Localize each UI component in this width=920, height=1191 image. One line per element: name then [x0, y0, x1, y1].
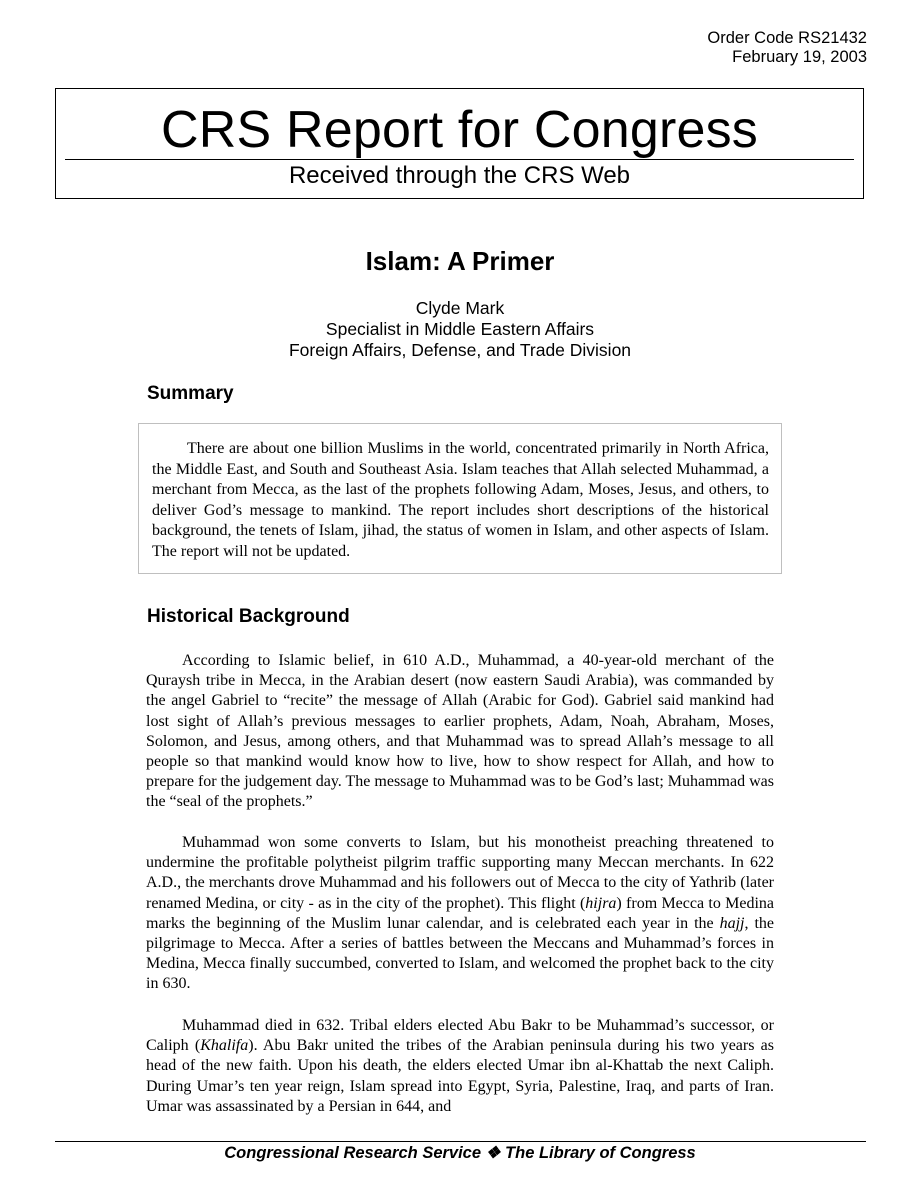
- page-footer: [0, 1142, 920, 1164]
- footer-loc: The Library of Congress: [505, 1144, 696, 1162]
- crs-banner: [55, 88, 864, 199]
- author-title: Specialist in Middle Eastern Affairs: [325, 319, 595, 339]
- order-code: Order Code RS21432: [707, 29, 867, 47]
- historical-background-heading: Historical Background: [147, 606, 350, 627]
- p2-text-c: , the pilgrimage to Mecca. After a series of battles between the Meccans and Muhammad’s forces in Medina, Mecca finally succumbed, converted to Islam, and welcomed the prophet back to the city in 630.: [146, 914, 775, 993]
- document-title: Islam: A Primer: [365, 246, 555, 276]
- p3-text-a: Muhammad died in 632. Tribal elders elected Abu Bakr to be Muhammad’s successor, or Caliph (: [146, 1017, 774, 1055]
- report-date: February 19, 2003: [732, 48, 867, 66]
- term-hajj: hajj: [719, 914, 745, 932]
- order-code-block: [707, 29, 867, 67]
- banner-divider: [65, 159, 854, 160]
- banner-title: CRS Report for Congress: [160, 101, 759, 159]
- author-division: Foreign Affairs, Defense, and Trade Division: [288, 340, 632, 360]
- historical-paragraph-3: [146, 1016, 774, 1117]
- summary-heading: Summary: [147, 383, 234, 404]
- summary-text: There are about one billion Muslims in the world, concentrated primarily in North Africa, the Middle East, and South and Southeast Asia. Islam teaches that Allah selected Muhammad, a merchant from Mecca, as the last of the prophets following Adam, Moses, Jesus, and others, to deliver God’s message to mankind. The report includes short descriptions of the historical background, the tenets of Islam, jihad, the status of women in Islam, and other aspects of Islam. The report will not be updated.: [152, 440, 769, 560]
- banner-subtitle: Received through the CRS Web: [288, 162, 631, 189]
- p2-text-a: Muhammad won some converts to Islam, but his monotheist preaching threatened to undermine the profitable polytheist pilgrim traffic supporting many Meccan merchants. In 622 A.D., the merchants drove Muhammad and his followers out of Mecca to the city of Yathrib (later renamed Medina, or city - as in the city of the prophet). This flight (: [146, 834, 774, 912]
- diamond-ornament-icon: ❖: [485, 1144, 501, 1162]
- p3-text-b: ). Abu Bakr united the tribes of the Arabian peninsula during his two years as head of the new faith. Upon his death, the elders elected Umar ibn al-Khattab the next Caliph. During Umar’s ten year reign, Islam spread into Egypt, Syria, Palestine, Iraq, and parts of Iran. Umar was assassinated by a Persian in 644, and: [146, 1037, 775, 1115]
- p2-text-b: ) from Mecca to Medina marks the beginning of the Muslim lunar calendar, and is celebrated each year in the: [146, 894, 774, 932]
- historical-paragraph-2: [146, 833, 774, 995]
- author-name: Clyde Mark: [415, 298, 505, 318]
- byline: [0, 298, 920, 361]
- term-hijra: hijra: [585, 894, 617, 912]
- term-khalifa: Khalifa: [200, 1037, 249, 1055]
- footer-crs: Congressional Research Service: [224, 1144, 482, 1162]
- summary-box: [138, 423, 782, 574]
- historical-paragraph-1: According to Islamic belief, in 610 A.D., Muhammad, a 40-year-old merchant of the Quraysh tribe in Mecca, in the Arabian desert (now eastern Saudi Arabia), was commanded by the angel Gabriel to “recite” the message of Allah (Arabic for God). Gabriel said mankind had lost sight of Allah’s previous messages to earlier prophets, Adam, Noah, Abraham, Moses, Solomon, and Jesus, among others, and that Muhammad was to spread Allah’s message to all people so that mankind would know how to live, how to show respect for Allah, and how to prepare for the judgement day. The message to Muhammad was to be God’s last; Muhammad was the “seal of the prophets.”: [146, 652, 774, 811]
